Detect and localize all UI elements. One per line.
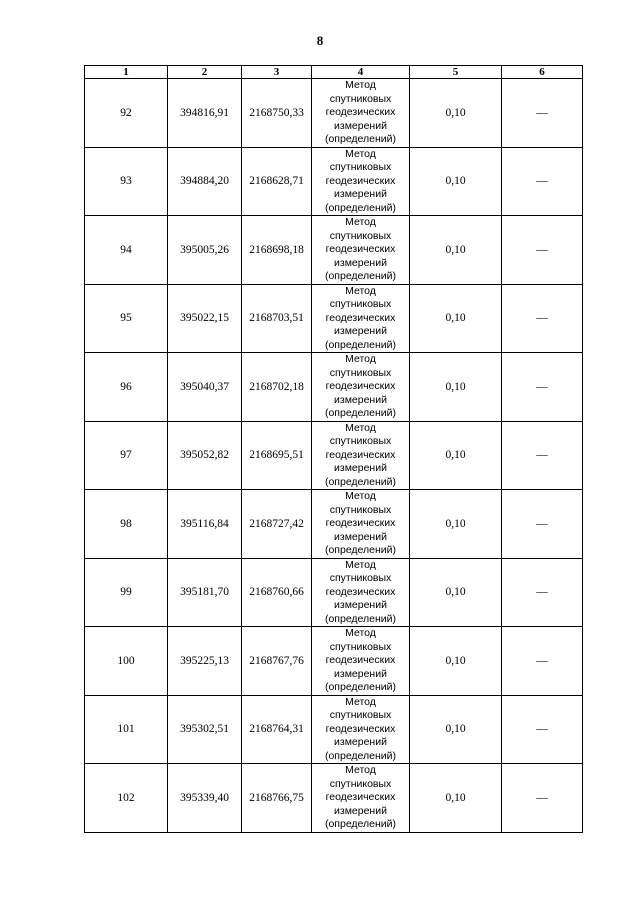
accuracy-cell: 0,10 [410, 421, 502, 490]
accuracy-cell: 0,10 [410, 79, 502, 148]
method-cell: Метод спутниковых геодезических измерений (определений) [312, 284, 410, 353]
x-coordinate-cell: 395302,51 [168, 695, 242, 764]
point-cell: 100 [85, 627, 168, 696]
note-cell: — [502, 764, 583, 833]
table-row [85, 421, 583, 490]
x-coordinate-cell: 395181,70 [168, 558, 242, 627]
y-coordinate-cell: 2168766,75 [242, 764, 312, 833]
column-header-4: 4 [312, 66, 410, 79]
y-coordinate-cell: 2168764,31 [242, 695, 312, 764]
method-cell: Метод спутниковых геодезических измерений (определений) [312, 490, 410, 559]
note-cell: — [502, 627, 583, 696]
y-coordinate-cell: 2168702,18 [242, 353, 312, 422]
accuracy-cell: 0,10 [410, 490, 502, 559]
point-cell: 95 [85, 284, 168, 353]
x-coordinate-cell: 395022,15 [168, 284, 242, 353]
x-coordinate-cell: 395005,26 [168, 216, 242, 285]
table-row [85, 79, 583, 148]
note-cell: — [502, 421, 583, 490]
method-cell: Метод спутниковых геодезических измерений (определений) [312, 353, 410, 422]
accuracy-cell: 0,10 [410, 764, 502, 833]
method-cell: Метод спутниковых геодезических измерений (определений) [312, 421, 410, 490]
y-coordinate-cell: 2168750,33 [242, 79, 312, 148]
x-coordinate-cell: 395116,84 [168, 490, 242, 559]
point-cell: 99 [85, 558, 168, 627]
note-cell: — [502, 695, 583, 764]
x-coordinate-cell: 394884,20 [168, 147, 242, 216]
column-header-3: 3 [242, 66, 312, 79]
table-row [85, 490, 583, 559]
page-number: 8 [316, 33, 324, 48]
y-coordinate-cell: 2168695,51 [242, 421, 312, 490]
y-coordinate-cell: 2168628,71 [242, 147, 312, 216]
point-cell: 96 [85, 353, 168, 422]
point-cell: 92 [85, 79, 168, 148]
point-cell: 98 [85, 490, 168, 559]
table-row [85, 627, 583, 696]
point-cell: 94 [85, 216, 168, 285]
table-header-row [85, 66, 583, 79]
method-cell: Метод спутниковых геодезических измерений (определений) [312, 216, 410, 285]
method-cell: Метод спутниковых геодезических измерений (определений) [312, 79, 410, 148]
method-cell: Метод спутниковых геодезических измерений (определений) [312, 147, 410, 216]
column-header-6: 6 [502, 66, 583, 79]
accuracy-cell: 0,10 [410, 695, 502, 764]
accuracy-cell: 0,10 [410, 216, 502, 285]
column-header-2: 2 [168, 66, 242, 79]
column-header-1: 1 [85, 66, 168, 79]
table-row [85, 764, 583, 833]
column-header-5: 5 [410, 66, 502, 79]
y-coordinate-cell: 2168767,76 [242, 627, 312, 696]
accuracy-cell: 0,10 [410, 558, 502, 627]
table-row [85, 216, 583, 285]
point-cell: 102 [85, 764, 168, 833]
point-cell: 97 [85, 421, 168, 490]
note-cell: — [502, 353, 583, 422]
note-cell: — [502, 147, 583, 216]
accuracy-cell: 0,10 [410, 284, 502, 353]
table-row [85, 353, 583, 422]
x-coordinate-cell: 394816,91 [168, 79, 242, 148]
x-coordinate-cell: 395225,13 [168, 627, 242, 696]
table-row [85, 284, 583, 353]
y-coordinate-cell: 2168727,42 [242, 490, 312, 559]
note-cell: — [502, 79, 583, 148]
method-cell: Метод спутниковых геодезических измерений (определений) [312, 695, 410, 764]
table-row [85, 695, 583, 764]
table-body [85, 79, 583, 833]
accuracy-cell: 0,10 [410, 147, 502, 216]
method-cell: Метод спутниковых геодезических измерений (определений) [312, 627, 410, 696]
accuracy-cell: 0,10 [410, 353, 502, 422]
note-cell: — [502, 284, 583, 353]
method-cell: Метод спутниковых геодезических измерений (определений) [312, 558, 410, 627]
x-coordinate-cell: 395052,82 [168, 421, 242, 490]
point-cell: 93 [85, 147, 168, 216]
x-coordinate-cell: 395339,40 [168, 764, 242, 833]
note-cell: — [502, 490, 583, 559]
note-cell: — [502, 216, 583, 285]
accuracy-cell: 0,10 [410, 627, 502, 696]
table-row [85, 147, 583, 216]
y-coordinate-cell: 2168760,66 [242, 558, 312, 627]
method-cell: Метод спутниковых геодезических измерений (определений) [312, 764, 410, 833]
x-coordinate-cell: 395040,37 [168, 353, 242, 422]
table-row [85, 558, 583, 627]
y-coordinate-cell: 2168703,51 [242, 284, 312, 353]
point-cell: 101 [85, 695, 168, 764]
y-coordinate-cell: 2168698,18 [242, 216, 312, 285]
note-cell: — [502, 558, 583, 627]
coordinates-table [84, 65, 583, 833]
